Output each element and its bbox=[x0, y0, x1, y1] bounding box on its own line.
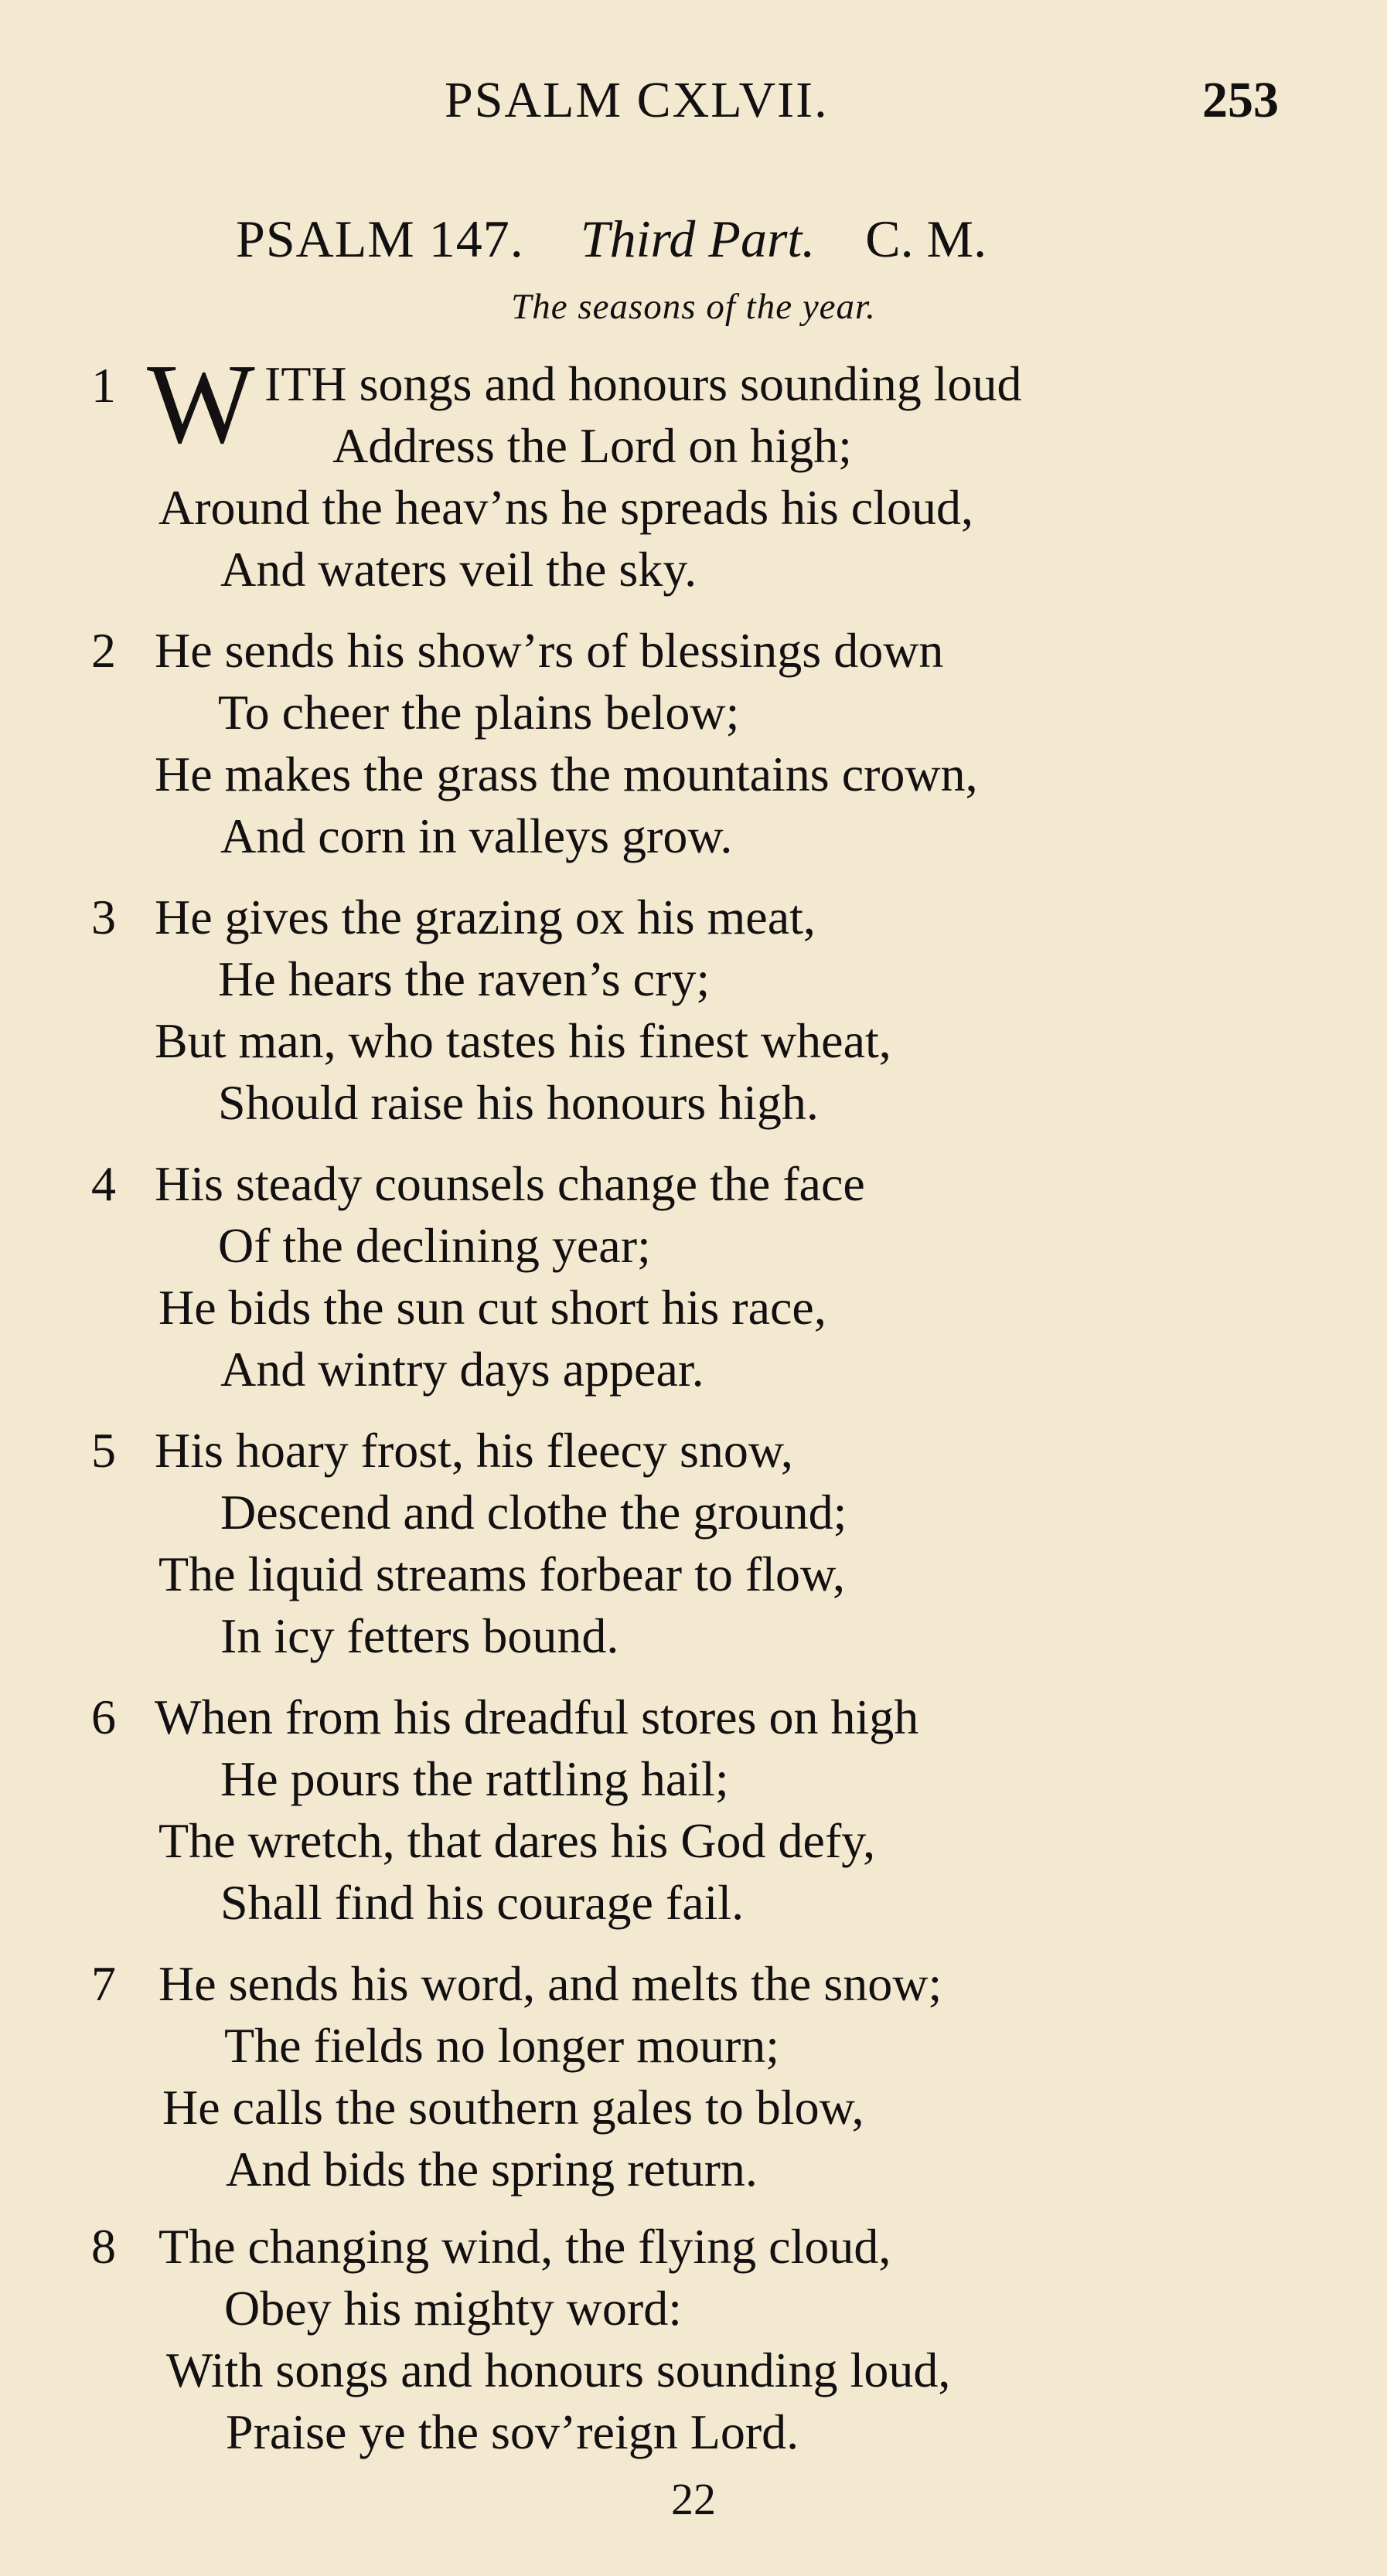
psalm-subtitle: The seasons of the year. bbox=[511, 287, 876, 327]
stanza-line: In icy fetters bound. bbox=[220, 1608, 619, 1663]
stanza-line: The fields no longer mourn; bbox=[224, 2018, 780, 2073]
stanza-line: The liquid streams forbear to flow, bbox=[158, 1547, 846, 1601]
stanza-line: Shall find his courage fail. bbox=[220, 1875, 745, 1930]
verse-number: 7 bbox=[91, 1956, 116, 2011]
stanza-line: And corn in valleys grow. bbox=[220, 808, 733, 863]
stanza-line: When from his dreadful stores on high bbox=[155, 1690, 919, 1744]
stanza-line: And waters veil the sky. bbox=[220, 542, 697, 597]
psalm-meter: C. M. bbox=[865, 209, 987, 268]
stanza-line: He calls the southern gales to blow, bbox=[162, 2080, 864, 2135]
stanza-line: To cheer the plains below; bbox=[218, 685, 740, 740]
stanza-line: He hears the raven’s cry; bbox=[218, 951, 711, 1006]
verse-number: 8 bbox=[91, 2219, 116, 2274]
stanza-line: The changing wind, the flying cloud, bbox=[158, 2219, 891, 2274]
psalm-part: Third Part. bbox=[580, 209, 816, 268]
psalm-number: PSALM 147. bbox=[236, 209, 524, 268]
stanza-line: With songs and honours sounding loud, bbox=[166, 2343, 951, 2397]
stanza-line: He sends his show’rs of blessings down bbox=[155, 623, 944, 678]
verse-number: 5 bbox=[91, 1423, 116, 1478]
stanza-line: He makes the grass the mountains crown, bbox=[155, 747, 978, 801]
verse-number: 3 bbox=[91, 890, 116, 944]
stanza-line: And wintry days appear. bbox=[220, 1342, 704, 1397]
stanza-line: Praise ye the sov’reign Lord. bbox=[226, 2404, 799, 2459]
stanza-line: Address the Lord on high; bbox=[332, 418, 852, 473]
running-head bbox=[0, 71, 1387, 141]
stanza-line: Should raise his honours high. bbox=[218, 1075, 819, 1130]
verse-number: 6 bbox=[91, 1690, 116, 1744]
verse-number: 4 bbox=[91, 1156, 116, 1211]
stanza-line: He sends his word, and melts the snow; bbox=[158, 1956, 942, 2011]
signature-mark: 22 bbox=[671, 2474, 716, 2524]
stanza-line: Around the heav’ns he spreads his cloud, bbox=[158, 480, 973, 535]
drop-cap: W bbox=[147, 341, 255, 468]
stanza-line: And bids the spring return. bbox=[226, 2142, 758, 2197]
stanza-line: Of the declining year; bbox=[218, 1218, 651, 1273]
stanza-line: The wretch, that dares his God defy, bbox=[158, 1813, 876, 1868]
stanza-line: He pours the rattling hail; bbox=[220, 1751, 729, 1806]
verse-number: 1 bbox=[91, 358, 116, 413]
running-title: PSALM CXLVII. bbox=[445, 72, 829, 128]
psalm-heading bbox=[236, 209, 1241, 270]
stanza-line: Descend and clothe the ground; bbox=[220, 1485, 847, 1540]
verse-number: 2 bbox=[91, 623, 116, 678]
stanza-line: He bids the sun cut short his race, bbox=[158, 1280, 826, 1335]
stanza-line: His hoary frost, his fleecy snow, bbox=[155, 1423, 793, 1478]
page-number: 253 bbox=[1202, 72, 1279, 128]
stanza-line: ITH songs and honours sounding loud bbox=[264, 356, 1022, 411]
stanza-line: But man, who tastes his finest wheat, bbox=[155, 1013, 891, 1068]
stanza-line: He gives the grazing ox his meat, bbox=[155, 890, 816, 944]
stanza-line: His steady counsels change the face bbox=[155, 1156, 865, 1211]
stanza-line: Obey his mighty word: bbox=[224, 2281, 682, 2336]
